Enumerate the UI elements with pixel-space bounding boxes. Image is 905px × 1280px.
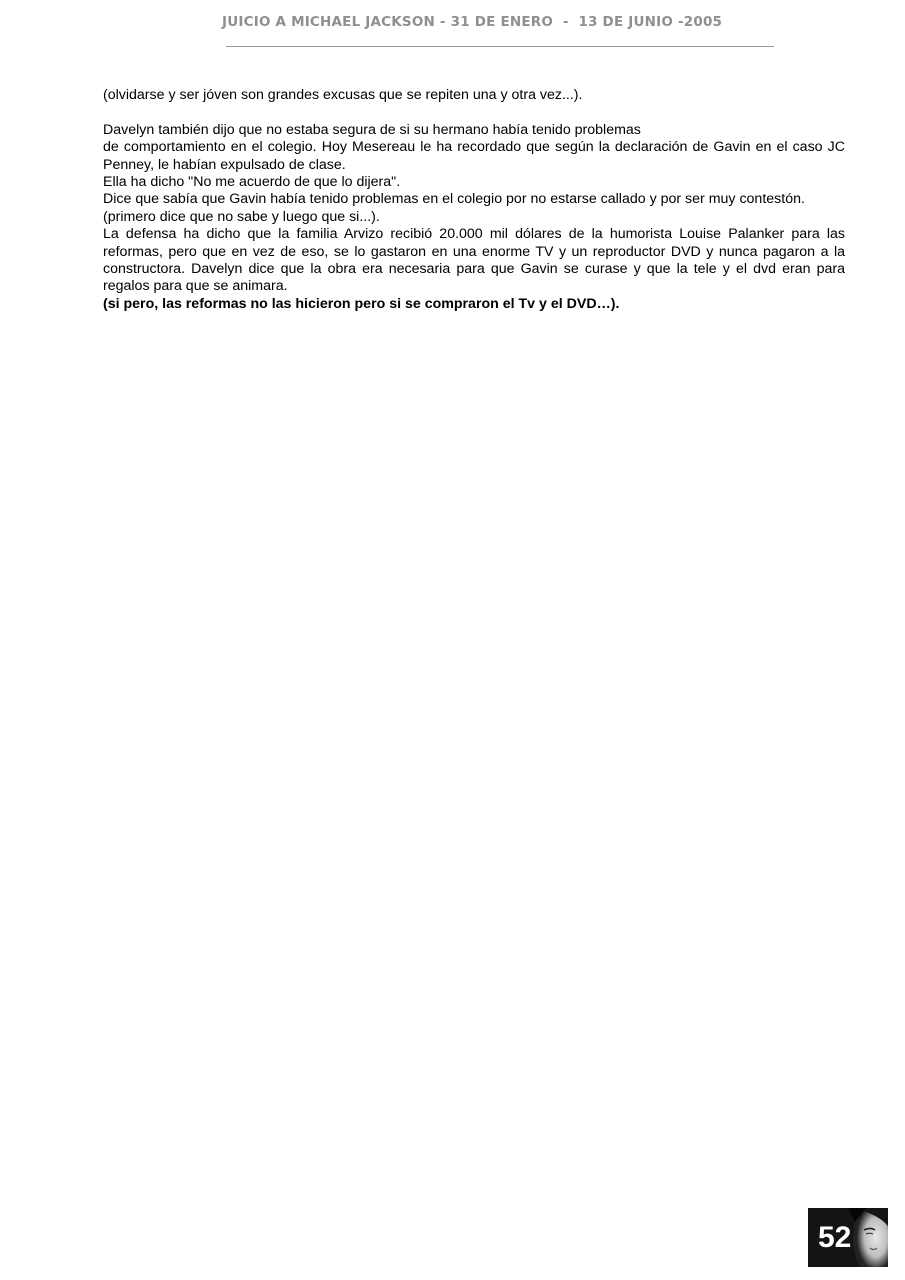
document-body — [103, 87, 845, 313]
paragraph-spacer — [103, 104, 845, 121]
page-number-badge — [808, 1208, 888, 1267]
paragraph: La defensa ha dicho que la familia Arvizo recibió 20.000 mil dólares de la humorista Louise Palanker para las reformas, pero que en vez de eso, se lo gastaron en una enorme TV y un reproductor DVD y nunca pagaron a la constructora. Davelyn dice que la obra era necesaria para que Gavin se curase y que la tele y el dvd eran para regalos para que se animara. — [103, 226, 845, 295]
paragraph-bold-comment: (si pero, las reformas no las hicieron pero si se compraron el Tv y el DVD…). — [103, 295, 620, 312]
paragraph: Ella ha dicho "No me acuerdo de que lo dijera". — [103, 174, 401, 191]
paragraph: Davelyn también dijo que no estaba segura de si su hermano había tenido problemas — [103, 121, 641, 138]
page-number: 52 — [818, 1221, 852, 1254]
paragraph: (primero dice que no sabe y luego que si...). — [103, 208, 380, 225]
paragraph: de comportamiento en el colegio. Hoy Mesereau le ha recordado que según la declaración de Gavin en el caso JC Penney, le habían expulsado de clase. — [103, 139, 845, 173]
paragraph: (olvidarse y ser jóven son grandes excusas que se repiten una y otra vez...). — [103, 87, 583, 103]
running-header: JUICIO A MICHAEL JACKSON - 31 DE ENERO - 13 DE JUNIO -2005 — [222, 14, 723, 30]
header-divider — [226, 46, 774, 47]
paragraph: Dice que sabía que Gavin había tenido problemas en el colegio por no estarse callado y por ser muy contestón. — [103, 191, 805, 208]
